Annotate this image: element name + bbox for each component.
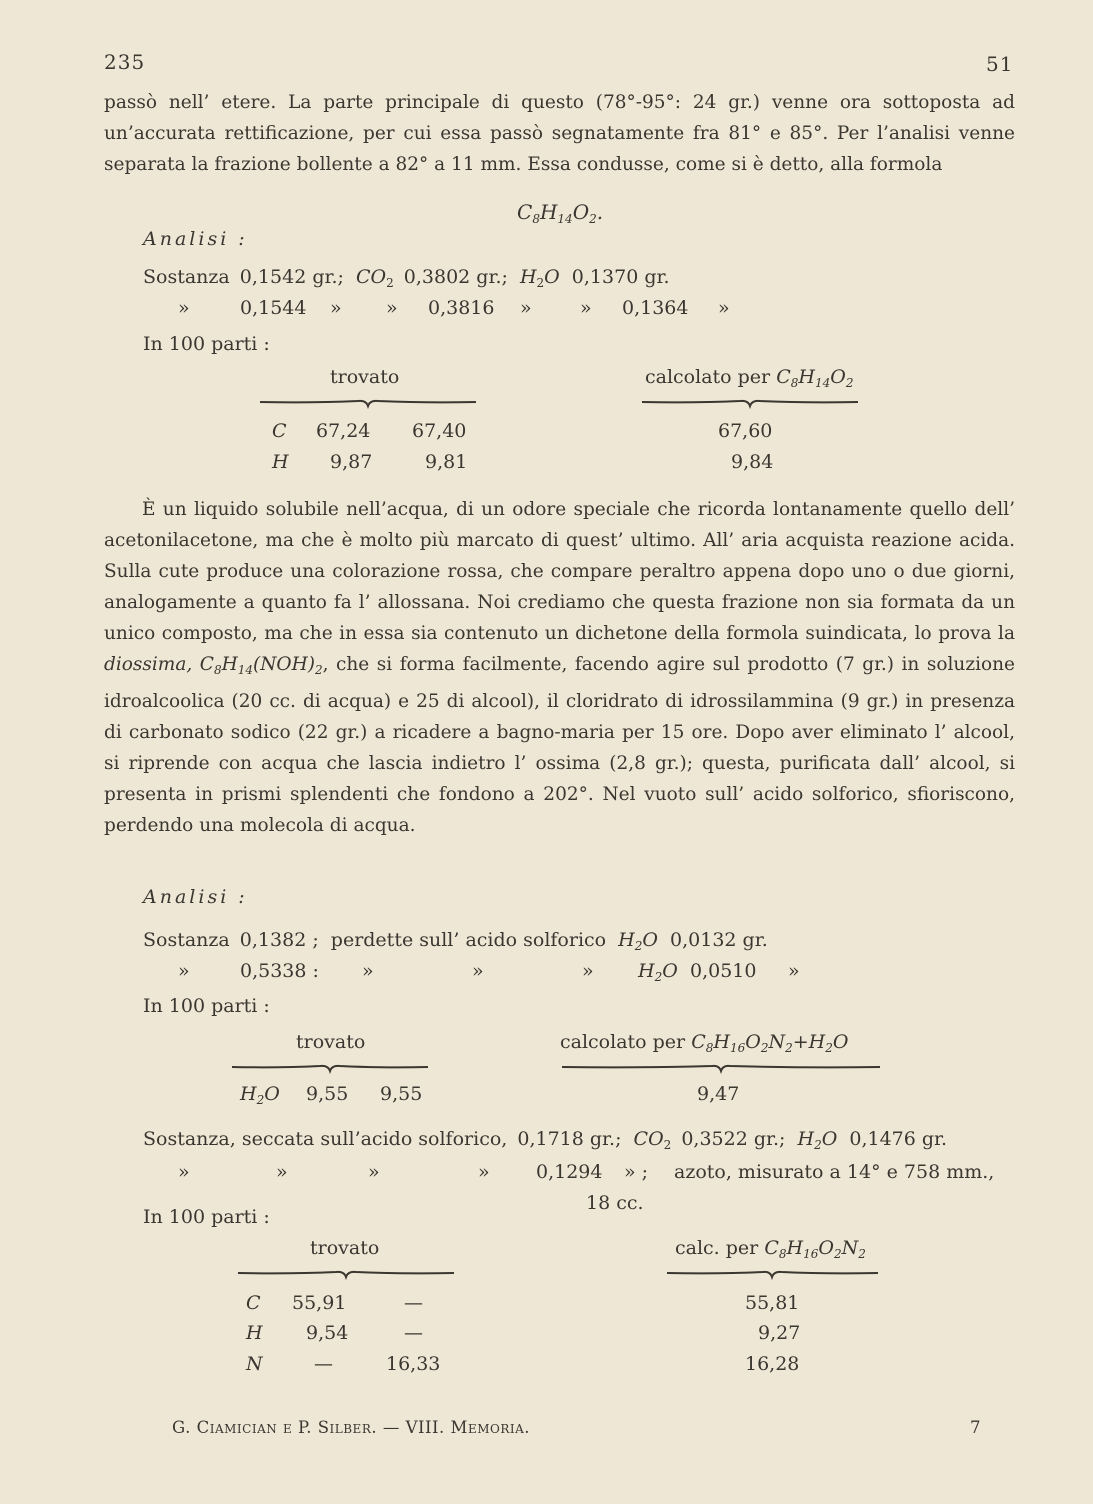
main-paragraph: È un liquido solubile nell’acqua, di un odore speciale che ricorda lontanamente quello dell’ acetonilacetone, ma che è molto più marcato di quest’ ultimo. All’ aria acquista reazione acida. Sulla cute produce una colorazione rossa, che compare peraltro appena dopo uno o due giorni, analogamente a quanto fa l’ allossana. Noi crediamo che questa frazione non sia formata da un unico composto, ma che in essa sia contenuto un dichetone della formola suindicata, lo prova la diossima, $C_8H_{14}(NOH)_2$, che si forma facilmente, facendo agire sul prodotto (7 gr.) in soluzione idroalcoolica (20 cc. di acqua) e 25 di alcool), il cloridrato di idrossilammina (9 gr.) in presenza di carbonato sodico (22 gr.) a ricadere a bagno-maria per 15 ore. Dopo aver eliminato l’ alcool, si riprende con acqua che lascia indietro l’ ossima (2,8 gr.); questa, purificata dall’ alcool, si presenta in prismi splendenti che fondono a 202°. Nel vuoto sull’ acido solforico, sfioriscono, perdendo una molecola di acqua. [104, 499, 1015, 836]
page-number-right: 51 [986, 52, 1014, 76]
brace-found-1 [258, 396, 478, 410]
formula-main: $C_8H_{14}O_2$. [517, 200, 604, 226]
analysis-2-found-header: trovato [296, 1031, 366, 1053]
footer-authors: G. Ciamician e P. Silber. — VIII. Memoria. [172, 1418, 531, 1437]
analysis-1-row-2: » 0,1544 » » 0,3816 » » 0,1364 » [178, 297, 730, 319]
brace-calc-3 [665, 1267, 880, 1281]
dioxime-formula: $C_8H_{14}(NOH)_2$ [199, 654, 323, 677]
analysis-2-in100: In 100 parti : [143, 995, 270, 1017]
analysis-3-row-3: 18 cc. [586, 1192, 644, 1214]
analysis-3-row-2: » » » » 0,1294 » ; azoto, misurato a 14° e 758 mm., [178, 1161, 995, 1183]
analysis-2-calc-header: calcolato per $C_8H_{16}O_2N_2+H_2O$ [560, 1031, 849, 1055]
result-row: C 55,91 — 55,81 [246, 1292, 800, 1314]
analysis-1-row-1: Sostanza 0,1542 gr.; $CO_2$ 0,3802 gr.; $H_2O$ 0,1370 gr. [143, 266, 670, 290]
analysis-1-calc-header: calcolato per $C_8H_{14}O_2$ [645, 366, 854, 390]
analysis-3-in100: In 100 parti : [143, 1206, 270, 1228]
analysis-2-row-2: » 0,5338 : » » » $H_2O$ 0,0510 » [178, 960, 800, 984]
analysis-1-heading: Analisi : [143, 228, 248, 250]
brace-calc-2 [560, 1061, 882, 1075]
analysis-1-in100: In 100 parti : [143, 333, 270, 355]
brace-calc-1 [640, 396, 860, 410]
result-row: H 9,54 — 9,27 [246, 1322, 801, 1344]
analysis-2-heading: Analisi : [143, 886, 248, 908]
page-number-left: 235 [104, 50, 146, 74]
intro-paragraph: passò nell’ etere. La parte principale di questo (78°-95°: 24 gr.) venne ora sottoposta ad un’accurata rettificazione, per cui essa passò segnatamente fra 81° e 85°. Per l’analisi venne separata la frazione bollente a 82° a 11 mm. Essa condusse, come si è detto, alla formola [104, 92, 1015, 175]
analysis-3-calc-header: calc. per $C_8H_{16}O_2N_2$ [675, 1237, 866, 1261]
result-row: N — 16,33 16,28 [246, 1353, 800, 1375]
brace-found-3 [236, 1267, 456, 1281]
footer-number: 7 [970, 1418, 981, 1437]
result-row: H 9,87 9,81 9,84 [272, 451, 774, 473]
analysis-3-row-1: Sostanza, seccata sull’acido solforico, 0,1718 gr.; $CO_2$ 0,3522 gr.; $H_2O$ 0,1476 gr. [143, 1128, 948, 1152]
result-row: C 67,24 67,40 67,60 [272, 420, 773, 442]
analysis-2-row-1: Sostanza 0,1382 ; perdette sull’ acido solforico $H_2O$ 0,0132 gr. [143, 929, 768, 953]
analysis-1-found-header: trovato [330, 366, 400, 388]
analysis-3-found-header: trovato [310, 1237, 380, 1259]
brace-found-2 [230, 1061, 430, 1075]
analysis-2-result-row: $H_2O$ 9,55 9,55 9,47 [240, 1083, 740, 1107]
